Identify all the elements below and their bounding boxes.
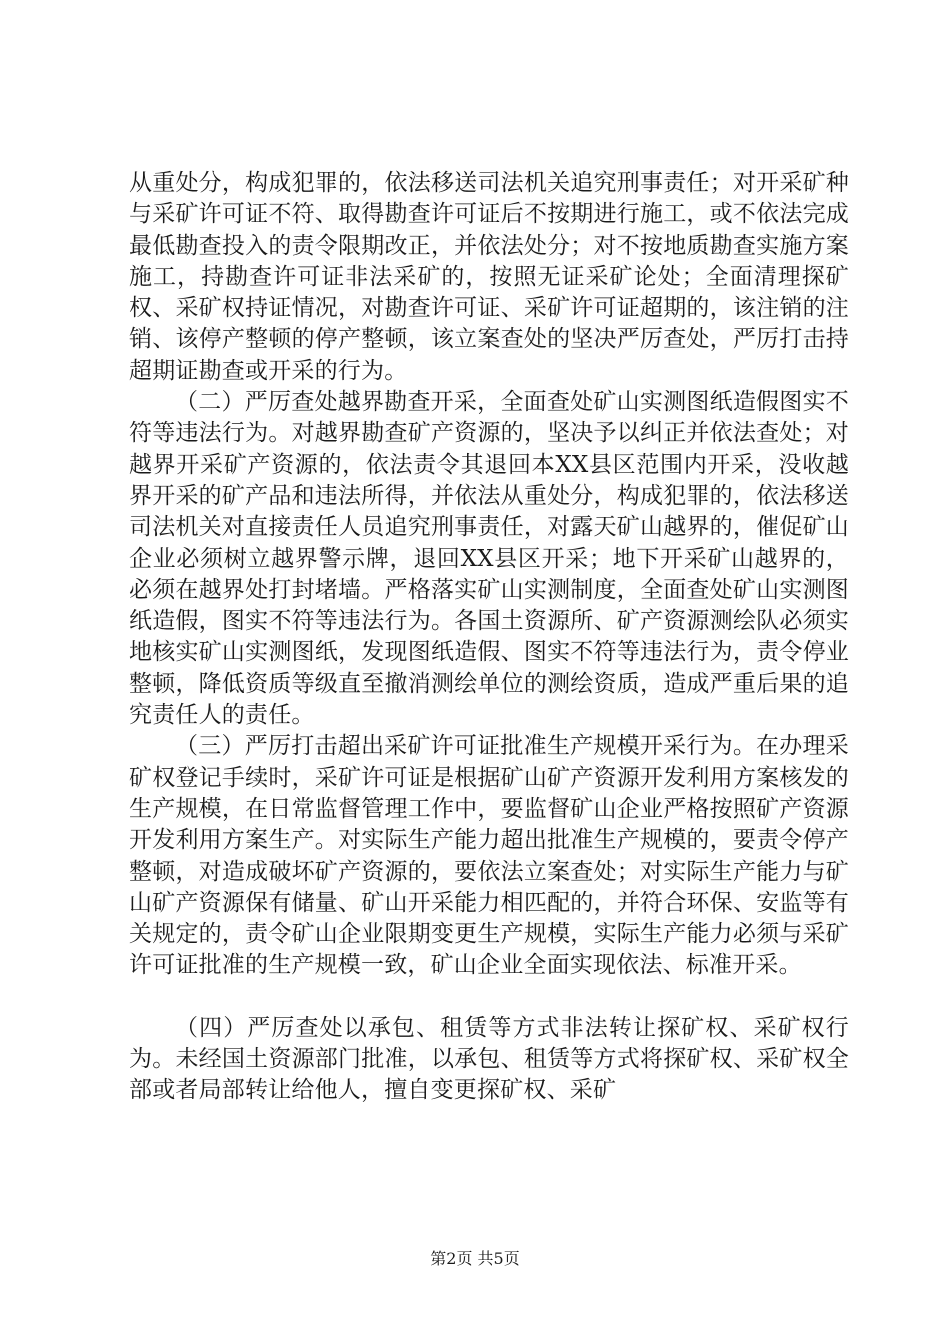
page-footer: 第2页 共5页	[430, 1249, 520, 1268]
paragraph-section-2: （二）严厉查处越界勘查开采，全面查处矿山实测图纸造假图实不符等违法行为。对越界勘查矿产资源的，坚决予以纠正并依法查处；对越界开采矿产资源的，依法责令其退回本XX县区范围内开采，没收越界开采的矿产品和违法所得，并依法从重处分，构成犯罪的，依法移送司法机关对直接责任人员追究刑事责任，对露天矿山越界的，催促矿山企业必须树立越界警示牌，退回XX县区开采；地下开采矿山越界的，必须在越界处打封堵墙。严格落实矿山实测制度，全面查处矿山实测图纸造假，图实不符等违法行为。各国土资源所、矿产资源测绘队必须实地核实矿山实测图纸，发现图纸造假、图实不符等违法行为，责令停业整顿，降低资质等级直至撤消测绘单位的测绘资质，造成严重后果的追究责任人的责任。	[129, 389, 849, 729]
paragraph-gap	[129, 982, 849, 1013]
paragraph-section-3: （三）严厉打击超出采矿许可证批准生产规模开采行为。在办理采矿权登记手续时，采矿许可证是根据矿山矿产资源开发利用方案核发的生产规模，在日常监督管理工作中，要监督矿山企业严格按照矿产资源开发利用方案生产。对实际生产能力超出批准生产规模的，要责令停产整顿，对造成破坏矿产资源的，要依法立案查处；对实际生产能力与矿山矿产资源保有储量、矿山开采能力相匹配的，并符合环保、安监等有关规定的，责令矿山企业限期变更生产规模，实际生产能力必须与采矿许可证批准的生产规模一致，矿山企业全面实现依法、标准开采。	[129, 733, 849, 979]
paragraph-continuation: 从重处分，构成犯罪的，依法移送司法机关追究刑事责任；对开采矿种与采矿许可证不符、取得勘查许可证后不按期进行施工，或不依法完成最低勘查投入的责令限期改正，并依法处分；对不按地质勘查实施方案施工，持勘查许可证非法采矿的，按照无证采矿论处；全面清理探矿权、采矿权持证情况，对勘查许可证、采矿许可证超期的，该注销的注销、该停产整顿的停产整顿，该立案查处的坚决严厉查处，严厉打击持超期证勘查或开采的行为。	[129, 170, 849, 384]
document-body	[129, 168, 849, 1107]
paragraph-section-4: （四）严厉查处以承包、租赁等方式非法转让探矿权、采矿权行为。未经国土资源部门批准，以承包、租赁等方式将探矿权、采矿权全部或者局部转让给他人，擅自变更探矿权、采矿	[129, 1014, 849, 1104]
